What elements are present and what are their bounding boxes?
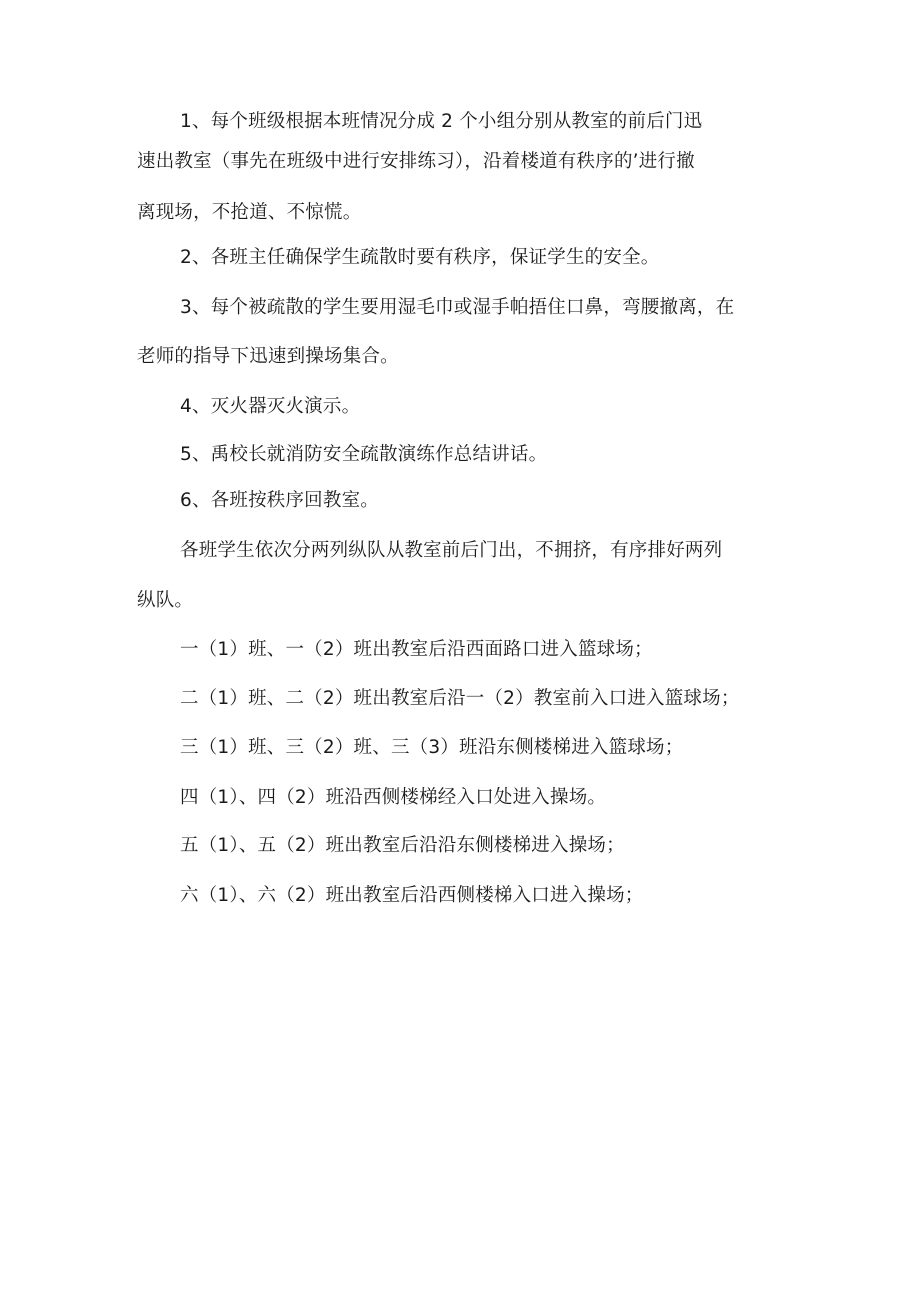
text-line: 2、各班主任确保学生疏散时要有秩序，保证学生的安全。 <box>180 247 660 268</box>
text-line: 四（1）、四（2）班沿西侧楼梯经入口处进入操场。 <box>180 787 607 808</box>
text-line: 老师的指导下迅速到操场集合。 <box>137 346 399 367</box>
text-line: 3、每个被疏散的学生要用湿毛巾或湿手帕捂住口鼻，弯腰撤离，在 <box>180 297 735 318</box>
text-line: 5、禹校长就消防安全疏散演练作总结讲话。 <box>180 444 548 465</box>
text-line: 六（1）、六（2）班出教室后沿西侧楼梯入口进入操场； <box>180 885 644 906</box>
text-line: 一（1）班、一（2）班出教室后沿西面路口进入篮球场； <box>180 639 653 660</box>
text-line: 纵队。 <box>137 590 194 611</box>
text-line: 二（1）班、二（2）班出教室后沿一（2）教室前入口进入篮球场； <box>180 688 740 709</box>
text-line: 三（1）班、三（2）班、三（3）班沿东侧楼梯进入篮球场； <box>180 737 684 758</box>
text-line: 6、各班按秩序回教室。 <box>180 490 379 511</box>
text-line: 五（1）、五（2）班出教室后沿沿东侧楼梯进入操场； <box>180 835 625 856</box>
text-line: 离现场，不抢道、不惊慌。 <box>137 202 362 223</box>
text-line: 速出教室（事先在班级中进行安排练习），沿着楼道有秩序的’进行撤 <box>137 151 695 172</box>
text-line: 1、每个班级根据本班情况分成 2 个小组分别从教室的前后门迅 <box>180 111 703 132</box>
text-line: 各班学生依次分两列纵队从教室前后门出，不拥挤，有序排好两列 <box>180 540 723 561</box>
text-line: 4、灭火器灭火演示。 <box>180 396 361 417</box>
